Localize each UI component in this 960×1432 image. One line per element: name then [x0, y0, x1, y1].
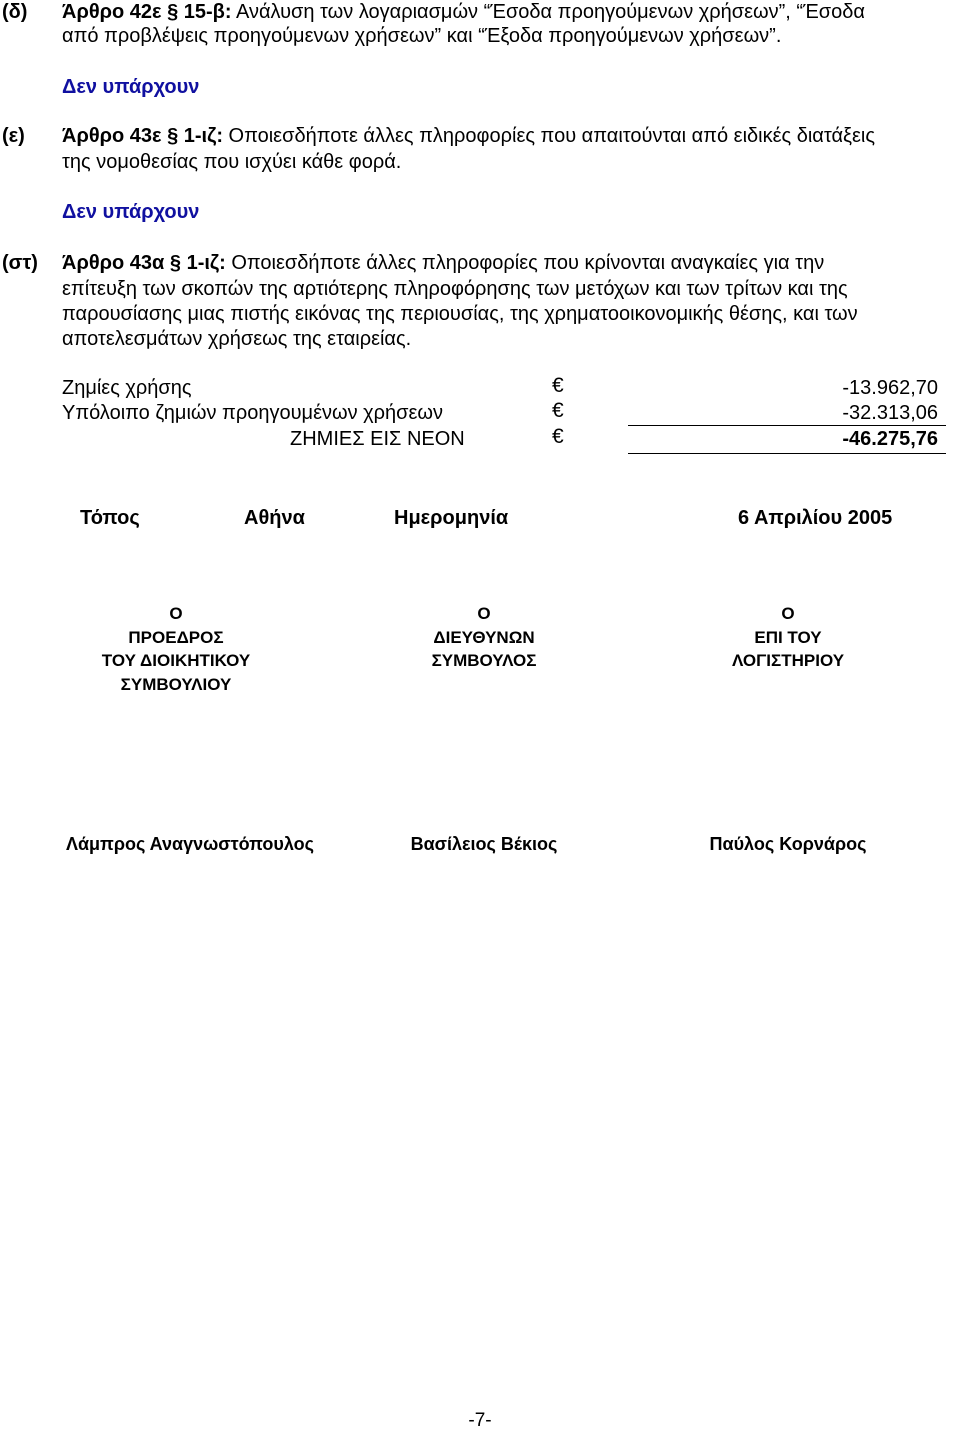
section-mark-icon: § — [169, 252, 182, 274]
section-label-st: (στ) — [2, 252, 38, 274]
section-d-status: Δεν υπάρχουν — [62, 76, 200, 98]
section-st-text-line2: επίτευξη των σκοπών της αρτιότερης πληροφόρησης των μετόχων και των τρίτων και της — [62, 278, 848, 300]
date-value: 6 Απριλίου 2005 — [738, 507, 893, 529]
losses-carried-forward-label: ΖΗΜΙΕΣ ΕΙΣ ΝΕΟΝ — [290, 428, 465, 450]
paragraph-ref: 15-β: — [183, 1, 232, 23]
losses-carried-forward-value: -46.275,76 — [842, 428, 938, 450]
prior-losses-label: Υπόλοιπο ζημιών προηγουμένων χρήσεων — [62, 402, 444, 424]
euro-icon: € — [552, 425, 564, 448]
section-st-text-line4: αποτελεσμάτων χρήσεως της εταιρείας. — [62, 328, 412, 350]
place-label: Τόπος — [80, 507, 140, 529]
date-label: Ημερομηνία — [394, 507, 509, 529]
section-st-heading — [62, 251, 824, 275]
paragraph-ref: 1-ιζ: — [186, 252, 226, 274]
loss-year-label: Ζημίες χρήσης — [62, 377, 192, 399]
signatory-title-ceo: Ο ΔΙΕΥΘΥΝΩΝ ΣΥΜΒΟΥΛΟΣ — [431, 604, 537, 670]
section-d-heading — [62, 0, 865, 24]
section-text: Οποιεσδήποτε άλλες πληροφορίες που κρίνονται αναγκαίες για την — [231, 252, 825, 274]
article-ref: Άρθρο 42ε — [62, 1, 162, 23]
section-e-heading — [62, 124, 875, 148]
section-e-text-line2: της νομοθεσίας που ισχύει κάθε φορά. — [62, 151, 402, 173]
section-e-status: Δεν υπάρχουν — [62, 201, 200, 223]
article-ref: Άρθρο 43α — [62, 252, 165, 274]
place-value: Αθήνα — [244, 507, 305, 529]
section-text: Ανάλυση των λογαριασμών “Έσοδα προηγούμενων χρήσεων”, “Έσοδα — [236, 1, 865, 23]
signatory-name-chairman: Λάμπρος Αναγνωστόπουλος — [65, 834, 315, 854]
section-st-text-line3: παρουσίασης μιας πιστής εικόνας της περιουσίας, της χρηματοοικονομικής θέσης, και των — [62, 303, 858, 325]
section-label-d: (δ) — [2, 1, 28, 23]
loss-year-value: -13.962,70 — [842, 377, 938, 399]
section-text: Οποιεσδήποτε άλλες πληροφορίες που απαιτούνται από ειδικές διατάξεις — [228, 125, 875, 147]
signatory-name-accountant: Παύλος Κορνάρος — [709, 834, 867, 854]
section-mark-icon: § — [167, 1, 179, 23]
section-d-text-line2: από προβλέψεις προηγούμενων χρήσεων” και “Έξοδα προηγούμενων χρήσεων”. — [62, 25, 782, 47]
signatory-title-chairman: Ο ΠΡΟΕΔΡΟΣ ΤΟΥ ΔΙΟΙΚΗΤΙΚΟΥ ΣΥΜΒΟΥΛΙΟΥ — [101, 604, 251, 694]
euro-icon: € — [552, 399, 564, 422]
prior-losses-value: -32.313,06 — [842, 402, 938, 424]
signatory-name-ceo: Βασίλειος Βέκιος — [410, 834, 558, 854]
section-mark-icon: § — [167, 125, 179, 147]
signatory-title-accountant: Ο ΕΠΙ ΤΟΥ ΛΟΓΙΣΤΗΡΙΟΥ — [731, 604, 845, 670]
section-label-e: (ε) — [2, 125, 25, 147]
total-rule — [628, 453, 946, 454]
paragraph-ref: 1-ιζ: — [183, 125, 223, 147]
euro-icon: € — [552, 374, 564, 397]
subtotal-rule — [628, 425, 946, 426]
article-ref: Άρθρο 43ε — [62, 125, 162, 147]
page-number: -7- — [468, 1410, 492, 1431]
